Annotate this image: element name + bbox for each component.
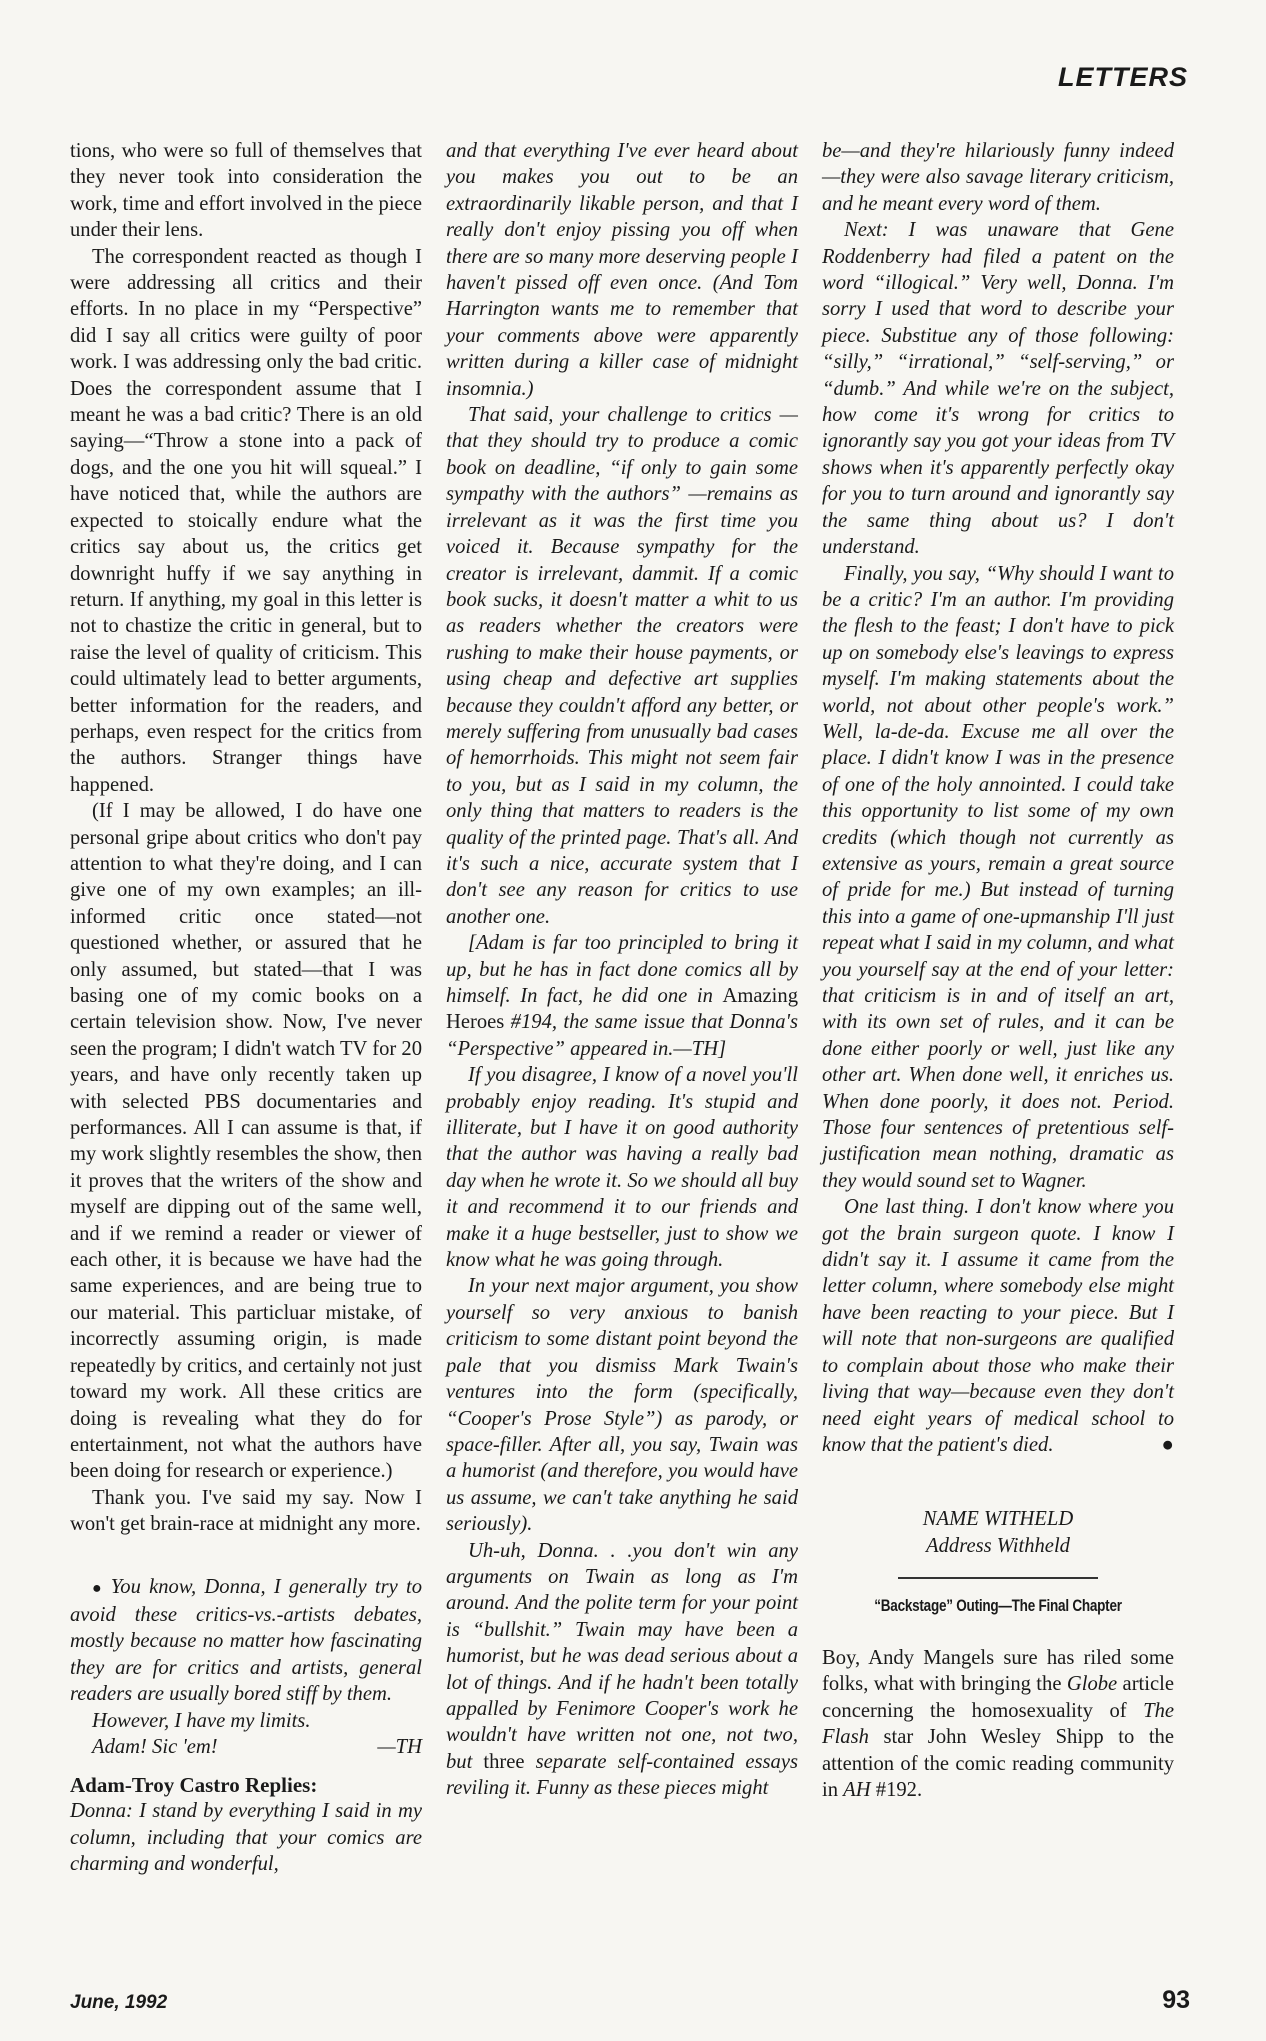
text-run: #194, the same issue that Donna's “Perspective” appeared in.—TH] <box>446 1011 798 1060</box>
signoff-address: Address Withheld <box>926 1534 1070 1557</box>
paragraph: Next: I was unaware that Gene Roddenberry had filed a patent on the word “illogical.” Very well, Donna. I'm sorry I used that word to describe your piece. Substitue any of those following: “silly,” “irrational,” “self-serving,” or “dumb.” And while we're on the subject, how come it's wrong for critics to ignorantly say you got your ideas from TV shows when it's apparently perfectly okay for you to turn around and ignorantly say the same thing about us? I don't understand. <box>822 219 1174 559</box>
editor-note-line: However, I have my limits. <box>92 1709 311 1732</box>
paragraph <box>446 1538 798 1802</box>
paragraph: Finally, you say, “Why should I want to be a critic? I'm an author. I'm providing the flesh to the feast; I don't have to pick up on somebody else's leavings to express myself. I'm making statements about the world, not about other people's work.” Well, la-de-da. Excuse me all over the place. I didn't know I was in the presence of one of the holy annointed. I could take this opportunity to list some of my own credits (which though not currently as extensive as yours, remain a great source of pride for me.) But instead of turning this into a game of one-upmanship I'll just repeat what I said in my column, and what you yourself say at the end of your letter: that criticism is in and of itself an art, with its own set of rules, and it can be done either poorly or well, just like any other art. When done well, it enriches us. When done poorly, it does not. Period. Those four sentences of pretentious self-justification mean nothing, dramatic as they would sound set to Wagner. <box>822 562 1174 1192</box>
show-title: The Flash <box>822 1699 1174 1749</box>
editor-initials: —TH <box>377 1735 422 1758</box>
page-number: 93 <box>1162 1986 1190 2014</box>
text-run: separate self-contained essays reviling it. Funny as these pieces might <box>446 1750 798 1800</box>
paragraph: and that everything I've ever heard about you makes you out to be an extraordinarily likable person, and that I really don't enjoy pissing you off when there are so many more deserving people I haven't pissed off even once. (And Tom Harrington wants me to remember that your comments above were apparently written during a killer case of midnight insomnia.) <box>446 140 798 400</box>
text-run: One last thing. I don't know where you got the brain surgeon quote. I know I didn't say it. I assume it came from the letter column, where somebody else might have been reacting to your piece. But I will note that non-surgeons are qualified to complain about those who make their living that way—because even they don't need eight years of medical school to know that the patient's died. <box>822 1196 1174 1456</box>
issue-date: June, 1992 <box>70 1992 168 2013</box>
paragraph <box>822 1194 1174 1458</box>
editor-signoff <box>70 1734 422 1760</box>
paragraph: (If I may be allowed, I do have one personal gripe about critics who don't pay attention to what they're doing, and I can give one of my own examples; an ill-informed critic once stated—not questioned whether, or assured that he only assumed, but stated—that I was basing one of my comic books on a certain television show. Now, I've never seen the program; I didn't watch TV for 20 years, and have only recently taken up with selected PBS documentaries and performances. All I can assume is that, if my work slightly resembles the show, then it proves that the writers of the show and myself are dipping out of the same well, and if we remind a reader or viewer of each other, it is because we have had the same experiences, and are being true to our material. This particluar mistake, of incorrectly assuming origin, is made repeatedly by critics, and certainly not just toward my work. All these critics are doing is revealing what they do for entertainment, not what the authors have been doing for research or experience.) <box>70 800 422 1483</box>
signoff-block <box>822 1506 1174 1559</box>
text-run: Uh-uh, Donna. . .you don't win any arguments on Twain as long as I'm around. And the polite term for your point is “bullshit.” Twain may have been a humorist, but he was dead serious about a lot of things. And if he hadn't been totally appalled by Fenimore Cooper's work he wouldn't have written not one, not two, but <box>446 1539 798 1773</box>
paragraph: Donna: I stand by everything I said in my column, including that your comics are charming and wonderful, <box>70 1800 422 1876</box>
paragraph: Thank you. I've said my say. Now I won't get brain-race at midnight any more. <box>70 1486 422 1536</box>
text-run: #192. <box>870 1779 923 1802</box>
text-run: Boy, Andy Mangels sure has riled some folks, what with bringing the <box>822 1647 1174 1696</box>
magazine-abbrev: AH <box>843 1779 871 1802</box>
paragraph: tions, who were so full of themselves that they never took into consideration the work, time and effort involved in the piece under their lens. <box>70 140 422 242</box>
paragraph <box>822 1645 1174 1803</box>
end-mark-icon: ● <box>1161 1433 1174 1456</box>
column-1 <box>70 138 422 1878</box>
paragraph: That said, your challenge to critics —that they should try to produce a comic book on deadline, “if only to gain some sympathy with the authors” —remains as irrelevant as it was the first time you voiced it. Because sympathy for the creator is irrelevant, dammit. If a comic book sucks, it doesn't matter a whit to us as readers whether the creators were rushing to make their house payments, or using cheap and defective art supplies because they couldn't afford any better, or merely suffering from unusually bad cases of hemorrhoids. This might not seem fair to you, but as I said in my column, the only thing that matters to readers is the quality of the printed page. That's all. And it's such a nice, accurate system that I don't see any reason for critics to use another one. <box>446 404 798 928</box>
reply-heading: Adam-Troy Castro Replies: <box>70 1773 318 1798</box>
text-run: [Adam is far too principled to bring it up, but he has in fact done comics all by himself. In fact, he did one in <box>446 932 798 1007</box>
editor-note <box>70 1574 422 1708</box>
text-run: article concerning the homosexuality of <box>822 1673 1174 1722</box>
column-2 <box>446 138 798 1802</box>
paragraph: be—and they're hilariously funny indeed—they were also savage literary criticism, and he meant every word of them. <box>822 140 1174 215</box>
paragraph: The correspondent reacted as though I were addressing all critics and their efforts. In no place in my “Perspective” did I say all critics were guilty of poor work. I was addressing only the bad critic. Does the correspondent assume that I meant he was a bad critic? There is an old saying—“Throw a stone into a pack of dogs, and the one you hit will squeal.” I have noticed that, while the authors are expected to stoically endure what the critics say about us, the critics get downright huffy if we say anything in return. If anything, my goal in this letter is not to chastize the critic in general, but to raise the level of quality of criticism. This could ultimately lead to better arguments, better information for the readers, and perhaps, even respect for the critics from the authors. Stranger things have happened. <box>70 245 422 796</box>
divider <box>898 1577 1098 1579</box>
editor-note-line: Adam! Sic 'em! <box>92 1735 218 1758</box>
editor-aside <box>446 930 798 1062</box>
paragraph: If you disagree, I know of a novel you'll probably enjoy reading. It's stupid and illiterate, but I have it on good authority that the author was having a really bad day when he wrote it. So we should all buy it and recommend it to our friends and make it a huge bestseller, just to show we know what he was going through. <box>446 1064 798 1272</box>
bullet-icon: ● <box>92 1579 105 1597</box>
signoff-name: NAME WITHELD <box>922 1508 1074 1531</box>
text-run: star John Wesley Shipp to the attention of the comic reading community in <box>822 1726 1174 1802</box>
section-header: LETTERS <box>1057 62 1188 92</box>
column-3 <box>822 138 1174 1803</box>
publication-title: Globe <box>1066 1673 1118 1696</box>
magazine-title: Amazing Heroes <box>446 985 798 1034</box>
letter-title: “Backstage” Outing—The Final Chapter <box>874 1596 1122 1615</box>
editor-note-text: You know, Donna, I generally try to avoid these critics-vs.-artists debates, mostly because no matter how fascinating they are for critics and artists, general readers are usually bored stiff by them. <box>70 1575 422 1706</box>
paragraph: In your next major argument, you show yourself so very anxious to banish criticism to some distant point beyond the pale that you dismiss Mark Twain's ventures into the form (specifically, “Cooper's Prose Style”) as parody, or space-filler. After all, you say, Twain was a humorist (and therefore, you would have us assume, we can't take anything he said seriously). <box>446 1275 798 1536</box>
emphasis: three <box>483 1750 525 1773</box>
